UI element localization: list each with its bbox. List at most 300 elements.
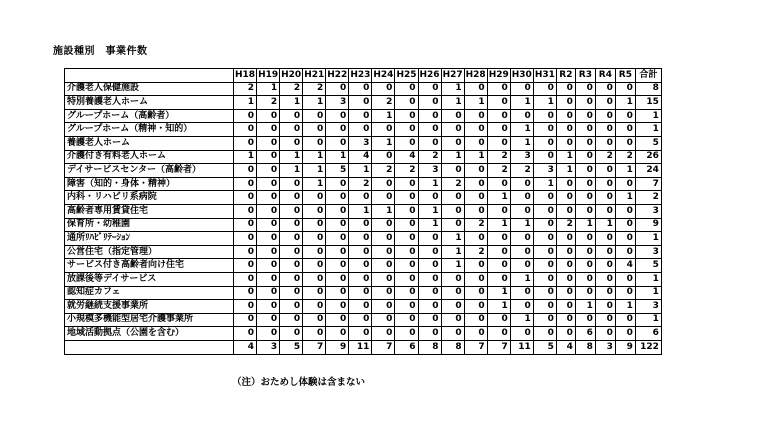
count-cell: 0 — [464, 109, 487, 123]
count-cell: 3 — [326, 96, 349, 110]
count-cell: 2 — [441, 177, 464, 191]
column-header: H22 — [326, 69, 349, 83]
column-header: H19 — [257, 69, 280, 83]
count-cell: 0 — [372, 327, 395, 341]
count-cell: 0 — [556, 96, 575, 110]
count-cell: 0 — [575, 313, 595, 327]
count-cell: 0 — [418, 300, 441, 314]
column-total-cell: 6 — [395, 340, 418, 354]
count-cell: 0 — [595, 313, 615, 327]
facility-type-label: サービス付き高齢者向け住宅 — [65, 259, 234, 273]
count-cell: 0 — [441, 109, 464, 123]
column-header: H25 — [395, 69, 418, 83]
count-cell: 0 — [464, 232, 487, 246]
count-cell: 3 — [533, 164, 556, 178]
count-cell: 1 — [510, 96, 533, 110]
count-cell: 0 — [595, 286, 615, 300]
count-cell: 0 — [575, 204, 595, 218]
count-cell: 0 — [349, 272, 372, 286]
count-cell: 0 — [575, 232, 595, 246]
count-cell: 0 — [326, 286, 349, 300]
count-cell: 0 — [280, 259, 303, 273]
count-cell: 0 — [615, 232, 635, 246]
count-cell: 1 — [418, 218, 441, 232]
count-cell: 0 — [234, 136, 257, 150]
count-cell: 0 — [441, 327, 464, 341]
count-cell: 0 — [303, 109, 326, 123]
count-cell: 0 — [487, 177, 510, 191]
count-cell: 0 — [464, 177, 487, 191]
row-total-cell: 6 — [635, 327, 661, 341]
count-cell: 1 — [510, 313, 533, 327]
count-cell: 0 — [234, 218, 257, 232]
count-cell: 0 — [556, 204, 575, 218]
count-cell: 1 — [510, 272, 533, 286]
count-cell: 0 — [303, 313, 326, 327]
count-cell: 0 — [595, 232, 615, 246]
count-cell: 0 — [595, 177, 615, 191]
count-cell: 0 — [533, 232, 556, 246]
count-cell: 0 — [257, 300, 280, 314]
count-cell: 1 — [615, 96, 635, 110]
row-total-cell: 2 — [635, 191, 661, 205]
count-cell: 0 — [303, 123, 326, 137]
count-cell: 0 — [575, 191, 595, 205]
count-cell: 0 — [487, 245, 510, 259]
row-total-cell: 1 — [635, 123, 661, 137]
count-cell: 0 — [487, 313, 510, 327]
count-cell: 0 — [280, 109, 303, 123]
count-cell: 1 — [372, 109, 395, 123]
column-header: H18 — [234, 69, 257, 83]
column-header: R5 — [615, 69, 635, 83]
count-cell: 0 — [349, 286, 372, 300]
count-cell: 0 — [556, 245, 575, 259]
facility-type-label: グループホーム（精神・知的） — [65, 123, 234, 137]
row-total-cell: 5 — [635, 136, 661, 150]
count-cell: 0 — [234, 313, 257, 327]
count-cell: 0 — [257, 150, 280, 164]
count-cell: 0 — [349, 218, 372, 232]
count-cell: 1 — [464, 96, 487, 110]
count-cell: 0 — [595, 136, 615, 150]
column-total-cell: 9 — [615, 340, 635, 354]
count-cell: 1 — [303, 164, 326, 178]
count-cell: 0 — [280, 191, 303, 205]
count-cell: 0 — [280, 300, 303, 314]
count-cell: 0 — [615, 177, 635, 191]
count-cell: 0 — [349, 313, 372, 327]
column-total-cell: 7 — [487, 340, 510, 354]
count-cell: 0 — [395, 218, 418, 232]
table-row — [65, 96, 662, 110]
count-cell: 0 — [615, 218, 635, 232]
count-cell: 1 — [575, 218, 595, 232]
count-cell: 0 — [326, 327, 349, 341]
count-cell: 0 — [533, 327, 556, 341]
count-cell: 0 — [487, 259, 510, 273]
count-cell: 0 — [395, 232, 418, 246]
column-header: H24 — [372, 69, 395, 83]
count-cell: 0 — [395, 327, 418, 341]
count-cell: 0 — [234, 191, 257, 205]
count-cell: 0 — [487, 232, 510, 246]
table-row — [65, 82, 662, 96]
count-cell: 0 — [418, 259, 441, 273]
column-total-cell: 5 — [280, 340, 303, 354]
count-cell: 0 — [464, 191, 487, 205]
count-cell: 1 — [487, 286, 510, 300]
page-title: 施設種別 事業件数 — [53, 46, 148, 57]
header-corner — [65, 69, 234, 83]
count-cell: 0 — [326, 109, 349, 123]
count-cell: 1 — [487, 218, 510, 232]
totals-row — [65, 340, 662, 354]
count-cell: 0 — [372, 286, 395, 300]
count-cell: 0 — [487, 96, 510, 110]
count-cell: 0 — [441, 272, 464, 286]
count-cell: 1 — [533, 177, 556, 191]
count-cell: 1 — [303, 150, 326, 164]
count-cell: 1 — [418, 177, 441, 191]
count-cell: 0 — [464, 123, 487, 137]
row-total-cell: 9 — [635, 218, 661, 232]
count-cell: 0 — [303, 191, 326, 205]
count-cell: 0 — [533, 218, 556, 232]
count-cell: 0 — [326, 300, 349, 314]
count-cell: 6 — [575, 327, 595, 341]
count-cell: 0 — [395, 82, 418, 96]
count-cell: 0 — [372, 123, 395, 137]
count-cell: 0 — [257, 272, 280, 286]
column-total-cell: 3 — [257, 340, 280, 354]
row-total-cell: 24 — [635, 164, 661, 178]
count-cell: 2 — [487, 150, 510, 164]
count-cell: 0 — [510, 204, 533, 218]
count-cell: 2 — [595, 150, 615, 164]
count-cell: 0 — [464, 286, 487, 300]
count-cell: 1 — [510, 123, 533, 137]
count-cell: 3 — [349, 136, 372, 150]
count-cell: 0 — [510, 259, 533, 273]
count-cell: 0 — [487, 82, 510, 96]
count-cell: 0 — [575, 164, 595, 178]
count-cell: 1 — [510, 218, 533, 232]
totals-label-cell — [65, 340, 234, 354]
count-cell: 0 — [280, 177, 303, 191]
count-cell: 0 — [418, 245, 441, 259]
facility-type-label: 介護付き有料老人ホーム — [65, 150, 234, 164]
count-cell: 0 — [349, 96, 372, 110]
count-cell: 1 — [556, 164, 575, 178]
footnote: （注）おためし体験は含まない — [232, 377, 366, 388]
row-total-cell: 3 — [635, 204, 661, 218]
count-cell: 0 — [595, 123, 615, 137]
count-cell: 1 — [464, 150, 487, 164]
count-cell: 0 — [615, 272, 635, 286]
count-cell: 1 — [615, 164, 635, 178]
column-header: H30 — [510, 69, 533, 83]
count-cell: 3 — [418, 164, 441, 178]
count-cell: 0 — [510, 286, 533, 300]
table-row — [65, 136, 662, 150]
count-cell: 0 — [418, 286, 441, 300]
count-cell: 0 — [441, 218, 464, 232]
count-cell: 0 — [372, 259, 395, 273]
count-cell: 0 — [464, 327, 487, 341]
count-cell: 0 — [556, 232, 575, 246]
table-row — [65, 300, 662, 314]
count-cell: 0 — [441, 123, 464, 137]
count-cell: 0 — [326, 218, 349, 232]
column-header: R2 — [556, 69, 575, 83]
count-cell: 0 — [234, 286, 257, 300]
count-cell: 2 — [257, 96, 280, 110]
count-cell: 0 — [595, 327, 615, 341]
count-cell: 0 — [395, 136, 418, 150]
count-cell: 0 — [395, 272, 418, 286]
table-row — [65, 232, 662, 246]
count-cell: 1 — [441, 259, 464, 273]
count-cell: 0 — [395, 123, 418, 137]
count-cell: 0 — [303, 136, 326, 150]
count-cell: 1 — [595, 218, 615, 232]
row-total-cell: 7 — [635, 177, 661, 191]
count-cell: 2 — [349, 177, 372, 191]
count-cell: 0 — [257, 109, 280, 123]
count-cell: 0 — [556, 300, 575, 314]
column-total-cell: 11 — [510, 340, 533, 354]
count-cell: 0 — [372, 232, 395, 246]
count-cell: 0 — [303, 204, 326, 218]
count-cell: 0 — [464, 82, 487, 96]
table-row — [65, 313, 662, 327]
count-cell: 0 — [441, 286, 464, 300]
count-cell: 0 — [303, 300, 326, 314]
table-row — [65, 123, 662, 137]
count-cell: 0 — [326, 82, 349, 96]
count-cell: 0 — [303, 245, 326, 259]
facility-type-label: 介護老人保健施設 — [65, 82, 234, 96]
count-cell: 0 — [418, 313, 441, 327]
count-cell: 0 — [615, 286, 635, 300]
count-cell: 0 — [575, 150, 595, 164]
count-cell: 1 — [349, 204, 372, 218]
count-cell: 0 — [418, 82, 441, 96]
count-cell: 0 — [575, 123, 595, 137]
count-cell: 0 — [280, 327, 303, 341]
count-cell: 1 — [615, 191, 635, 205]
count-cell: 0 — [303, 272, 326, 286]
column-header: H20 — [280, 69, 303, 83]
table-row — [65, 245, 662, 259]
count-cell: 0 — [280, 286, 303, 300]
column-header: H26 — [418, 69, 441, 83]
count-cell: 0 — [533, 150, 556, 164]
count-cell: 0 — [556, 259, 575, 273]
column-header: R3 — [575, 69, 595, 83]
grand-total-cell: 122 — [635, 340, 661, 354]
count-cell: 0 — [418, 232, 441, 246]
count-cell: 0 — [257, 327, 280, 341]
count-cell: 0 — [595, 191, 615, 205]
count-cell: 0 — [441, 191, 464, 205]
column-header: H31 — [533, 69, 556, 83]
column-header: 合計 — [635, 69, 661, 83]
count-cell: 0 — [595, 272, 615, 286]
count-cell: 1 — [441, 96, 464, 110]
facility-type-label: 公営住宅（指定管理） — [65, 245, 234, 259]
count-cell: 0 — [487, 272, 510, 286]
column-header: H23 — [349, 69, 372, 83]
count-cell: 0 — [257, 286, 280, 300]
count-cell: 0 — [372, 300, 395, 314]
count-cell: 0 — [326, 191, 349, 205]
count-cell: 0 — [510, 177, 533, 191]
count-cell: 0 — [395, 204, 418, 218]
count-cell: 0 — [510, 191, 533, 205]
count-cell: 1 — [234, 150, 257, 164]
count-cell: 0 — [441, 313, 464, 327]
count-cell: 0 — [533, 191, 556, 205]
count-cell: 0 — [556, 191, 575, 205]
table-row — [65, 327, 662, 341]
count-cell: 0 — [487, 123, 510, 137]
row-total-cell: 1 — [635, 313, 661, 327]
count-cell: 0 — [595, 82, 615, 96]
column-total-cell: 11 — [349, 340, 372, 354]
count-cell: 0 — [326, 259, 349, 273]
count-cell: 0 — [615, 136, 635, 150]
count-cell: 0 — [418, 96, 441, 110]
count-cell: 1 — [556, 150, 575, 164]
column-total-cell: 7 — [464, 340, 487, 354]
count-cell: 0 — [533, 300, 556, 314]
count-cell: 0 — [326, 245, 349, 259]
count-cell: 0 — [510, 300, 533, 314]
count-cell: 1 — [349, 164, 372, 178]
count-cell: 1 — [441, 150, 464, 164]
count-cell: 1 — [280, 164, 303, 178]
count-cell: 0 — [395, 109, 418, 123]
count-cell: 5 — [326, 164, 349, 178]
count-cell: 0 — [441, 164, 464, 178]
count-cell: 0 — [556, 272, 575, 286]
table-row — [65, 272, 662, 286]
count-cell: 2 — [280, 82, 303, 96]
count-cell: 0 — [510, 245, 533, 259]
table-row — [65, 259, 662, 273]
count-cell: 0 — [349, 191, 372, 205]
count-cell: 0 — [349, 82, 372, 96]
table-row — [65, 164, 662, 178]
row-total-cell: 26 — [635, 150, 661, 164]
count-cell: 0 — [487, 327, 510, 341]
facility-type-label: 就労継続支援事業所 — [65, 300, 234, 314]
count-cell: 2 — [418, 150, 441, 164]
count-cell: 0 — [595, 164, 615, 178]
count-cell: 2 — [395, 164, 418, 178]
count-cell: 0 — [349, 109, 372, 123]
count-cell: 1 — [280, 150, 303, 164]
count-cell: 0 — [257, 123, 280, 137]
count-cell: 0 — [533, 272, 556, 286]
count-cell: 0 — [533, 82, 556, 96]
count-cell: 0 — [533, 286, 556, 300]
count-cell: 0 — [257, 232, 280, 246]
count-cell: 0 — [464, 300, 487, 314]
count-cell: 0 — [575, 245, 595, 259]
count-cell: 0 — [615, 313, 635, 327]
count-cell: 0 — [257, 177, 280, 191]
count-cell: 0 — [464, 259, 487, 273]
count-cell: 0 — [280, 232, 303, 246]
count-cell: 0 — [257, 191, 280, 205]
table-row — [65, 177, 662, 191]
count-cell: 0 — [234, 245, 257, 259]
column-total-cell: 4 — [234, 340, 257, 354]
row-total-cell: 3 — [635, 300, 661, 314]
count-cell: 0 — [395, 245, 418, 259]
count-cell: 0 — [257, 245, 280, 259]
count-cell: 0 — [280, 218, 303, 232]
count-cell: 2 — [372, 96, 395, 110]
count-cell: 1 — [487, 191, 510, 205]
facility-type-label: グループホーム（高齢者） — [65, 109, 234, 123]
count-cell: 0 — [280, 123, 303, 137]
count-cell: 0 — [418, 109, 441, 123]
count-cell: 0 — [464, 204, 487, 218]
count-cell: 0 — [533, 109, 556, 123]
count-cell: 0 — [575, 286, 595, 300]
count-cell: 0 — [349, 327, 372, 341]
count-cell: 2 — [464, 218, 487, 232]
column-header: H28 — [464, 69, 487, 83]
count-cell: 0 — [372, 272, 395, 286]
count-cell: 1 — [441, 232, 464, 246]
count-cell: 0 — [533, 123, 556, 137]
count-cell: 4 — [395, 150, 418, 164]
header-row — [65, 69, 662, 83]
count-cell: 0 — [234, 164, 257, 178]
count-cell: 0 — [372, 191, 395, 205]
count-cell: 1 — [487, 300, 510, 314]
count-cell: 0 — [372, 150, 395, 164]
count-cell: 0 — [395, 259, 418, 273]
count-cell: 0 — [595, 109, 615, 123]
facility-type-label: デイサービスセンター（高齢者） — [65, 164, 234, 178]
count-cell: 0 — [303, 286, 326, 300]
count-cell: 1 — [257, 82, 280, 96]
count-cell: 0 — [556, 327, 575, 341]
count-cell: 0 — [372, 245, 395, 259]
count-cell: 0 — [533, 259, 556, 273]
count-cell: 1 — [234, 96, 257, 110]
count-cell: 0 — [326, 313, 349, 327]
count-cell: 0 — [303, 218, 326, 232]
column-header: H29 — [487, 69, 510, 83]
count-cell: 1 — [533, 96, 556, 110]
count-cell: 0 — [303, 327, 326, 341]
count-cell: 2 — [372, 164, 395, 178]
count-cell: 0 — [234, 109, 257, 123]
facility-count-table — [64, 68, 662, 355]
count-cell: 0 — [575, 136, 595, 150]
column-total-cell: 8 — [575, 340, 595, 354]
count-cell: 1 — [418, 204, 441, 218]
column-header: H21 — [303, 69, 326, 83]
count-cell: 0 — [303, 232, 326, 246]
